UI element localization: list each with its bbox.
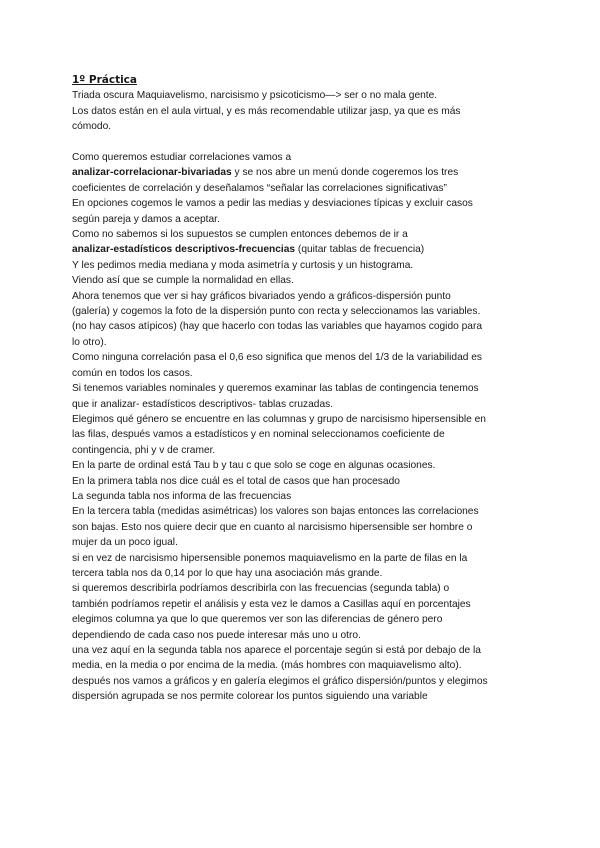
paragraph-line: Y les pedimos media mediana y moda asimetría y curtosis y un histograma. xyxy=(72,259,414,271)
paragraph-line: media, en la media o por encima de la media. (más hombres con maquiavelismo alto). xyxy=(72,660,462,672)
paragraph-line: también podríamos repetir el análisis y esta vez le damos a Casillas aquí en porcentajes xyxy=(72,598,471,610)
paragraph-line: dependiendo de cada caso nos puede interesar más uno u otro. xyxy=(72,629,361,641)
paragraph-line: (no hay casos atípicos) (hay que hacerlo con todas las variables que hayamos cogido para xyxy=(72,321,483,333)
paragraph-text: y se nos abre un menú donde cogeremos los tres xyxy=(231,167,459,179)
document-title: 1º Práctica xyxy=(72,74,137,86)
paragraph-line: coeficientes de correlación y deseñalamos “señalar las correlaciones significativas” xyxy=(72,182,447,194)
paragraph-line: común en todos los casos. xyxy=(72,367,193,379)
paragraph-line: tercera tabla nos da 0,14 por lo que hay una asociación más grande. xyxy=(72,567,383,579)
intro-line: Los datos están en el aula virtual, y es más recomendable utilizar jasp, ya que es más xyxy=(72,105,461,117)
paragraph-line: dispersión agrupada se nos permite colorear los puntos siguiendo una variable xyxy=(72,691,428,703)
paragraph-line: En opciones cogemos le vamos a pedir las medias y desviaciones típicas y excluir casos xyxy=(72,198,473,210)
paragraph-line: La segunda tabla nos informa de las frecuencias xyxy=(72,490,292,502)
paragraph-line: son bajas. Esto nos quiere decir que en cuanto al narcisismo hipersensible ser hombre o xyxy=(72,521,473,533)
paragraph-line: que ir analizar- estadísticos descriptivos- tablas cruzadas. xyxy=(72,398,334,410)
paragraph-line: En la tercera tabla (medidas asimétricas) los valores son bajas entonces las correlaciones xyxy=(72,506,479,518)
intro-line: cómodo. xyxy=(72,121,112,133)
paragraph-line: (galería) y cogemos la foto de la dispersión punto con recta y seleccionamos las variables. xyxy=(72,306,481,318)
body-lines xyxy=(72,258,532,705)
paragraph-line: mujer da un poco igual. xyxy=(72,537,178,549)
paragraph-line: Como ninguna correlación pasa el 0,6 eso significa que menos del 1/3 de la variabilidad es xyxy=(72,352,483,364)
paragraph-line: En la parte de ordinal está Tau b y tau c que solo se coge en algunas ocasiones. xyxy=(72,460,436,472)
paragraph-line: Ahora tenemos que ver si hay gráficos bivariados yendo a gráficos-dispersión punto xyxy=(72,290,451,302)
paragraph-line xyxy=(72,165,532,180)
paragraph-line: una vez aquí en la segunda tabla nos aparece el porcentaje según si está por debajo de la xyxy=(72,645,481,657)
intro-line: Triada oscura Maquiavelismo, narcisismo y psicoticismo—> ser o no mala gente. xyxy=(72,90,438,102)
menu-path-bold: analizar-correlacionar-bivariadas xyxy=(72,167,232,179)
paragraph-line: las filas, después vamos a estadísticos y en nominal seleccionamos coeficiente de xyxy=(72,429,445,441)
paragraph-line: si en vez de narcisismo hipersensible ponemos maquiavelismo en la parte de filas en la xyxy=(72,552,468,564)
paragraph-line: contingencia, phi y v de cramer. xyxy=(72,444,216,456)
paragraph-line: Como no sabemos si los supuestos se cumplen entonces debemos de ir a xyxy=(72,229,408,241)
paragraph-text: (quitar tablas de frecuencia) xyxy=(295,244,425,256)
menu-path-bold: analizar-estadísticos descriptivos-frecuencias xyxy=(72,244,296,256)
document-body xyxy=(72,73,532,705)
paragraph-line: Si tenemos variables nominales y queremos examinar las tablas de contingencia tenemos xyxy=(72,383,479,395)
paragraph-line: después nos vamos a gráficos y en galería elegimos el gráfico dispersión/puntos y elegimos xyxy=(72,675,488,687)
paragraph-line: Como queremos estudiar correlaciones vamos a xyxy=(72,152,292,164)
paragraph-line: elegimos columna ya que lo que queremos ver son las diferencias de género pero xyxy=(72,614,443,626)
paragraph-line: Viendo así que se cumple la normalidad en ellas. xyxy=(72,275,294,287)
paragraph-line xyxy=(72,242,532,257)
paragraph-line: En la primera tabla nos dice cuál es el total de casos que han procesado xyxy=(72,475,400,487)
paragraph-line: según pareja y damos a aceptar. xyxy=(72,213,220,225)
paragraph-gap xyxy=(72,135,532,150)
paragraph-line: si queremos describirla podríamos describirla con las frecuencias (segunda tabla) o xyxy=(72,583,450,595)
paragraph-line: Elegimos qué género se encuentre en las columnas y grupo de narcisismo hipersensible en xyxy=(72,413,486,425)
paragraph-line: lo otro). xyxy=(72,336,107,348)
